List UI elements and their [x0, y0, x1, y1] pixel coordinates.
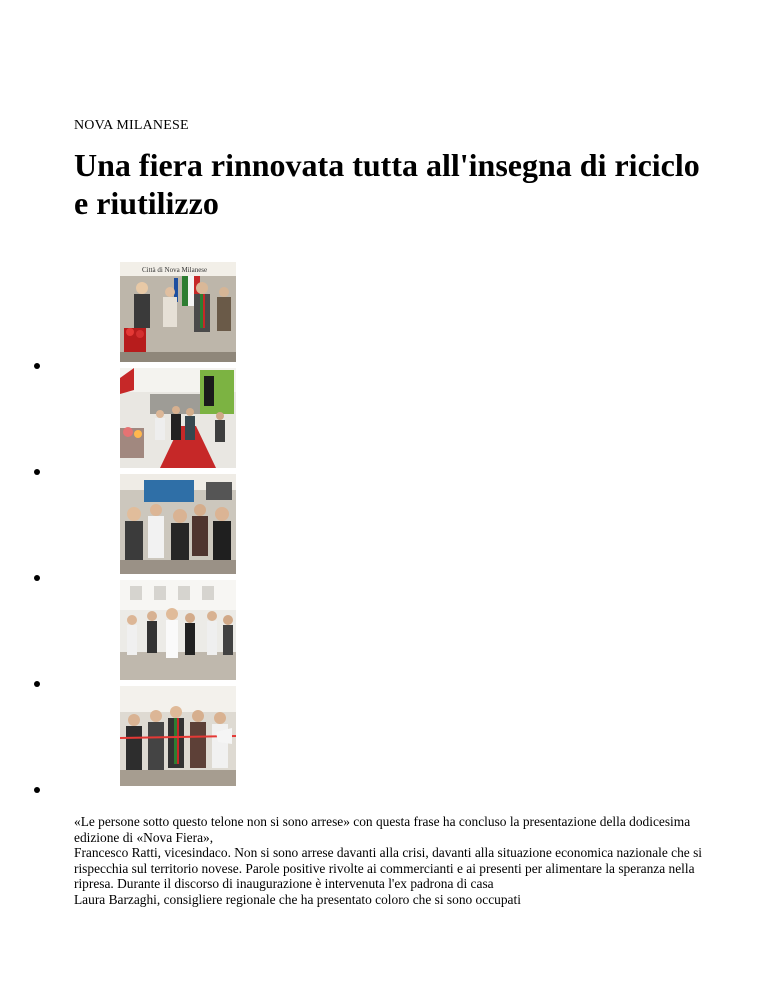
gallery-item — [0, 368, 768, 474]
article-body — [74, 814, 714, 908]
section-label: NOVA MILANESE — [74, 118, 189, 133]
bullet-icon — [34, 787, 40, 793]
article-paragraph: Laura Barzaghi, consigliere regionale che ha presentato coloro che si sono occupati — [74, 891, 521, 907]
photo-gallery — [0, 262, 768, 792]
gallery-item — [0, 474, 768, 580]
gallery-photo[interactable] — [120, 580, 236, 680]
gallery-item — [0, 580, 768, 686]
gallery-item — [0, 262, 768, 368]
article-paragraph: «Le persone sotto questo telone non si sono arrese» con questa frase ha concluso la presentazione della dodicesima edizione di «Nova Fiera», — [74, 814, 691, 845]
gallery-photo[interactable] — [120, 368, 236, 468]
article-title: Una fiera rinnovata tutta all'insegna di riciclo e riutilizzo — [74, 147, 700, 221]
banner-text: Città di Nova Milanese — [142, 266, 208, 274]
gallery-photo[interactable] — [120, 262, 236, 362]
gallery-photo[interactable] — [120, 686, 236, 786]
gallery-item — [0, 686, 768, 792]
gallery-photo[interactable] — [120, 474, 236, 574]
article-paragraph: Francesco Ratti, vicesindaco. Non si sono arrese davanti alla crisi, davanti alla situazione economica nazionale che si rispecchia sul territorio novese. Parole positive rivolte ai commercianti e ai presenti per alimentare la speranza nella ripresa. Durante il discorso di inaugurazione è intervenuta l'ex padrona di casa — [74, 845, 703, 892]
